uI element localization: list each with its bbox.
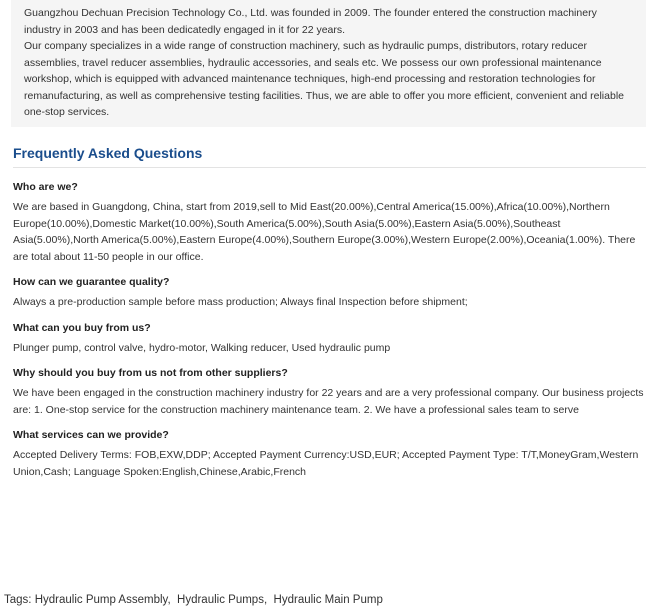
faq-item <box>13 366 646 418</box>
faq-question: Why should you buy from us not from other suppliers? <box>13 367 288 379</box>
faq-answer: Accepted Delivery Terms: FOB,EXW,DDP; Accepted Payment Currency:USD,EUR; Accepted Payment Type: T/T,MoneyGram,Western Union,Cash; Language Spoken:English,Chinese,Arabic,French <box>13 449 639 478</box>
company-intro-box <box>11 0 646 127</box>
intro-paragraph-1: Guangzhou Dechuan Precision Technology Co., Ltd. was founded in 2009. The founder entered the construction machinery industry in 2003 and has been dedicatedly engaged in it for 22 years. <box>24 7 597 36</box>
faq-item <box>13 428 646 480</box>
faq-question: What can you buy from us? <box>13 321 151 334</box>
faq-item <box>13 275 646 311</box>
faq-question: Who are we? <box>13 181 78 193</box>
faq-answer: Always a pre-production sample before mass production; Always final Inspection before shipment; <box>13 296 468 308</box>
faq-section <box>13 141 646 480</box>
tag-link-hydraulic-pumps[interactable]: Hydraulic Pumps <box>177 594 264 606</box>
faq-title: Frequently Asked Questions <box>13 141 646 168</box>
tag-separator: , <box>263 594 268 606</box>
tag-link-hydraulic-pump-assembly[interactable]: Hydraulic Pump Assembly <box>34 594 168 606</box>
faq-item <box>13 180 646 265</box>
faq-item <box>13 321 646 357</box>
tag-separator: , <box>167 594 171 606</box>
faq-question: How can we guarantee quality? <box>13 276 170 288</box>
tags-row <box>4 592 383 608</box>
intro-paragraph-2: Our company specializes in a wide range of construction machinery, such as hydraulic pumps, distributors, rotary reducer assemblies, travel reducer assemblies, hydraulic accessories, and seals etc. We possess our own professional maintenance workshop, which is equipped with advanced maintenance techniques, high-end processing and restoration technologies for remanufacturing, as well as comprehensive testing facilities. Thus, we are able to offer you more efficient, convenient and reliable one-stop services. <box>24 40 624 118</box>
faq-question: What services can we provide? <box>13 429 169 441</box>
tags-label: Tags: <box>4 594 32 606</box>
faq-answer: We have been engaged in the construction machinery industry for 22 years and are a very professional company. Our business projects are: 1. One-stop service for the construction machinery maintenance team. 2. We have a professional sales team to serve <box>13 387 644 416</box>
faq-answer: We are based in Guangdong, China, start from 2019,sell to Mid East(20.00%),Central America(15.00%),Africa(10.00%),Northern Europe(10.00%),Domestic Market(10.00%),South America(5.00%),South Asia(5.00%),Eastern Asia(5.00%),Southeast Asia(5.00%),North America(5.00%),Eastern Europe(4.00%),Southern Europe(3.00%),Western Europe(2.00%),Oceania(1.00%). There are total about 11-50 people in our office. <box>13 201 636 263</box>
tag-link-hydraulic-main-pump[interactable]: Hydraulic Main Pump <box>273 594 383 606</box>
faq-answer: Plunger pump, control valve, hydro-motor, Walking reducer, Used hydraulic pump <box>13 341 391 354</box>
